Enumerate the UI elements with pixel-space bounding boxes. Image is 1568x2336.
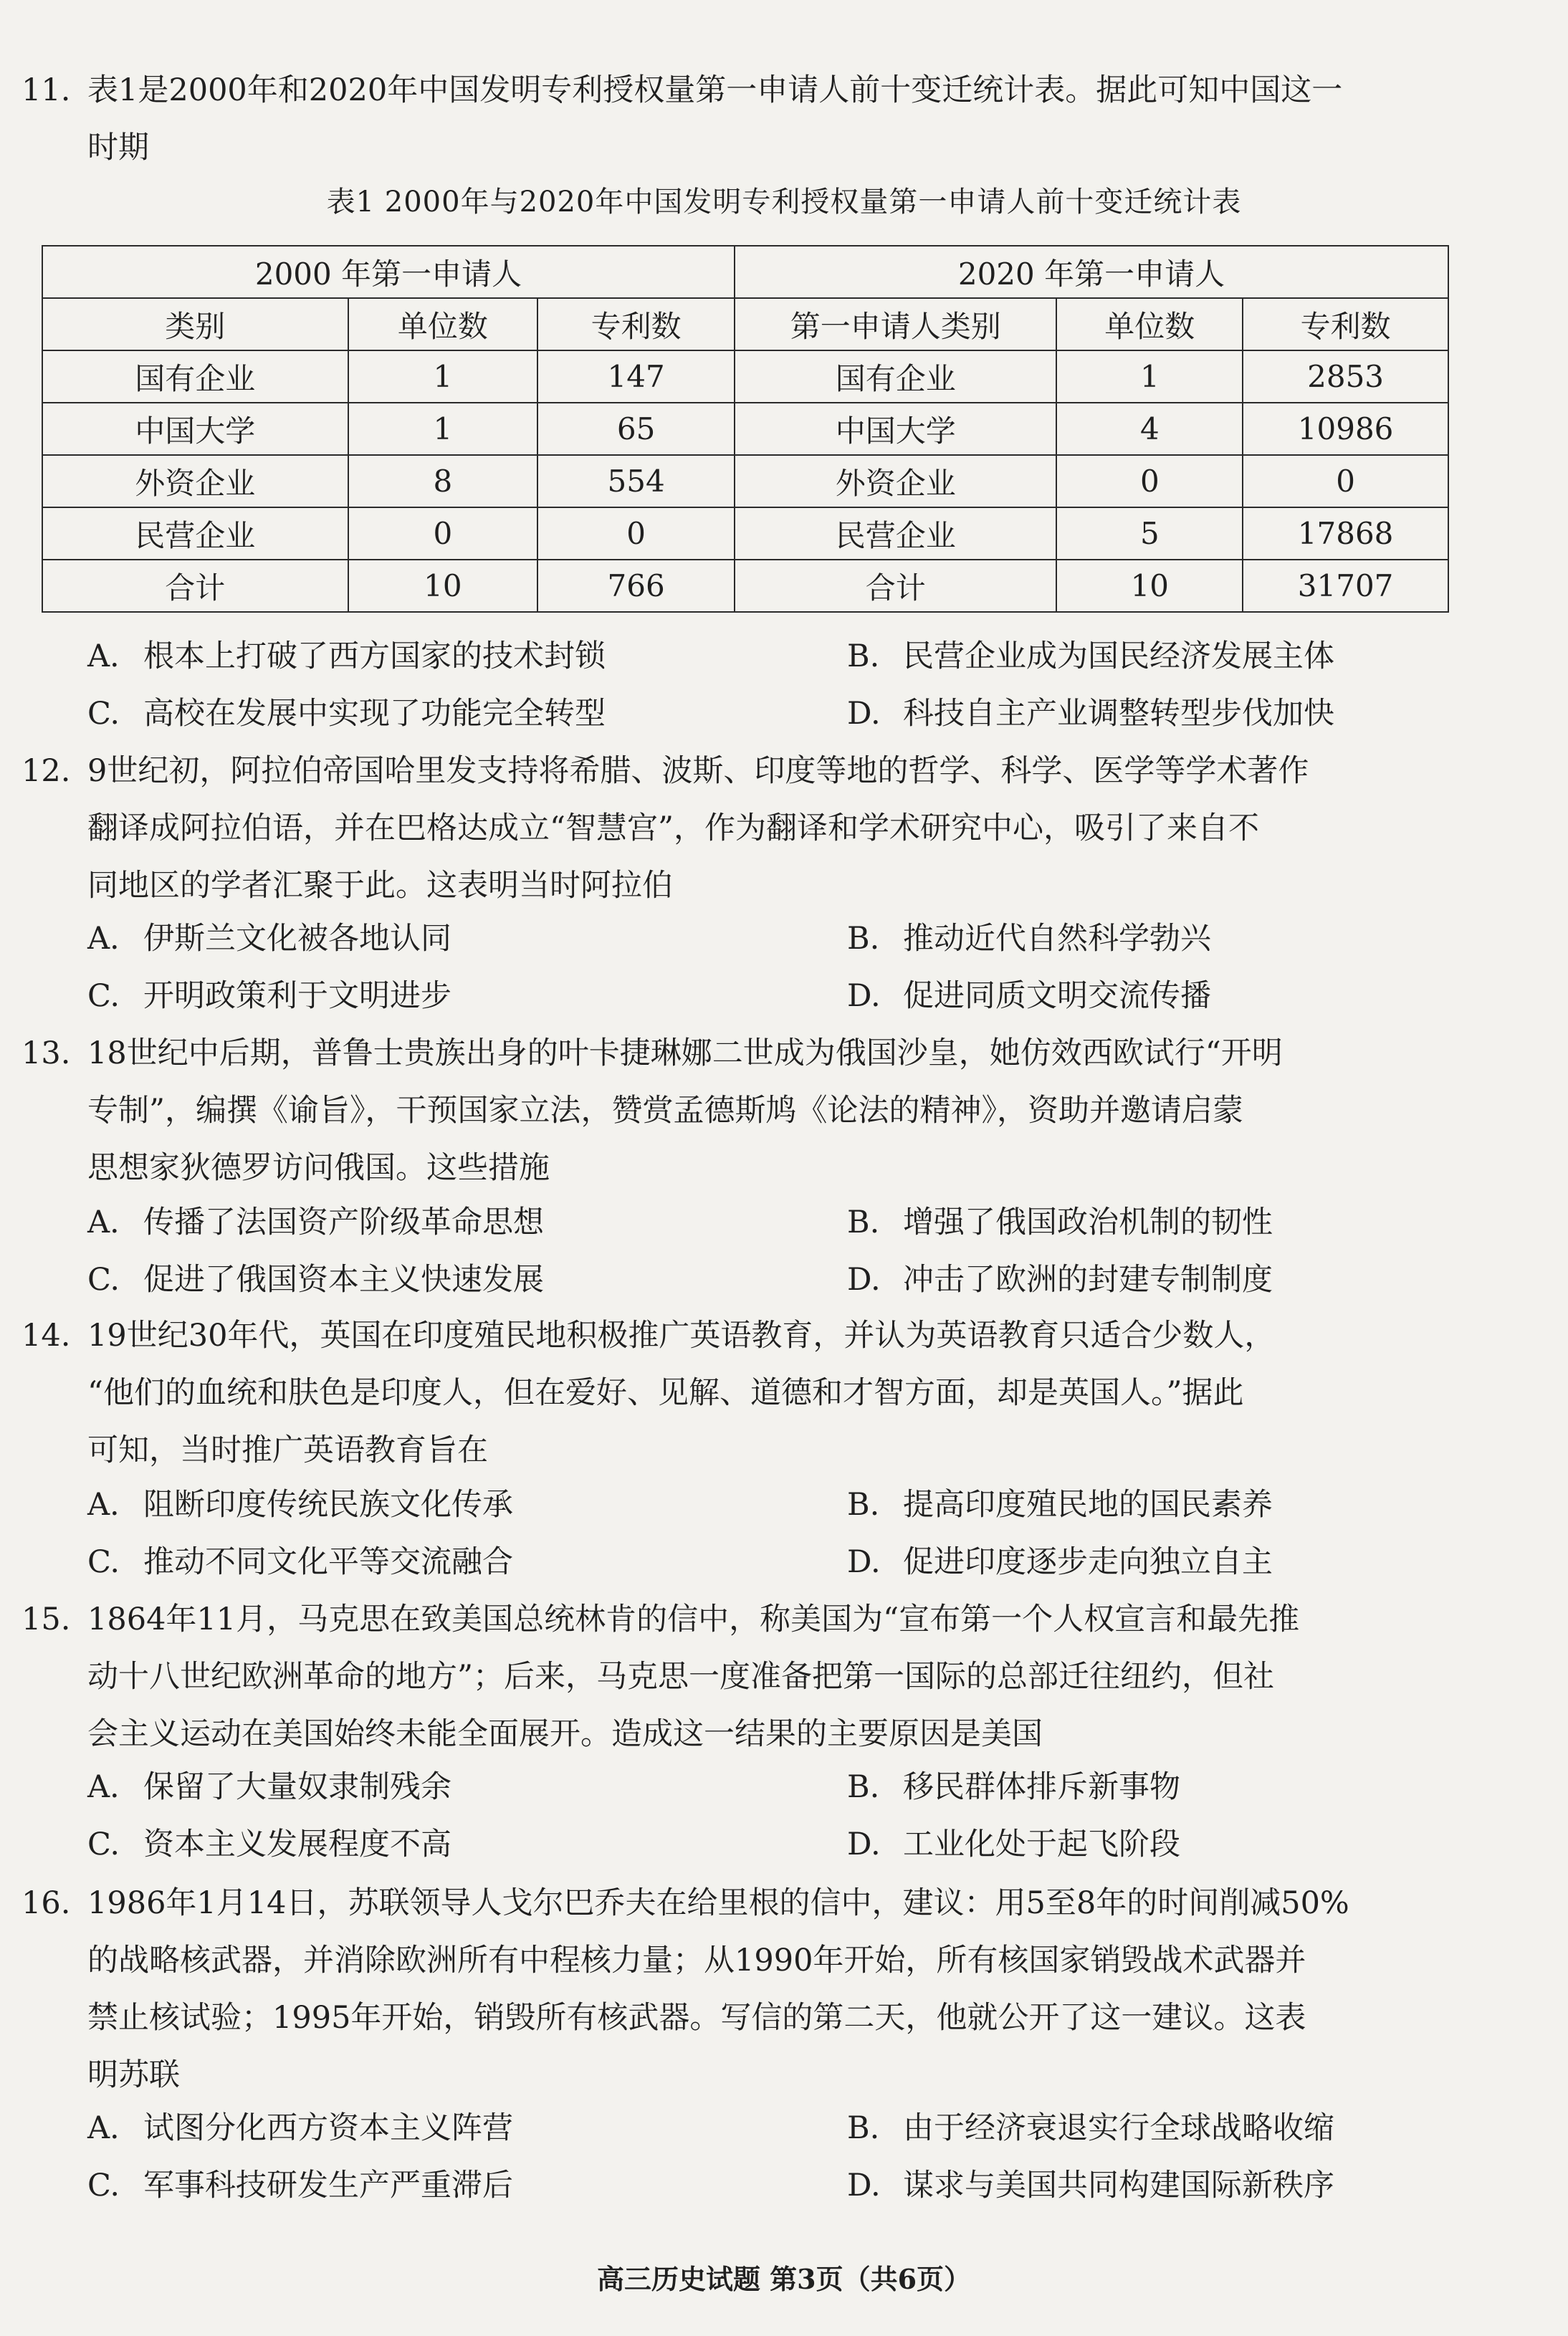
question-11-options <box>21 628 1469 742</box>
question-number: 11. <box>21 72 71 108</box>
question-14-options <box>21 1476 1469 1591</box>
table-cell: 10 <box>1056 560 1243 612</box>
question-12-stem <box>21 742 1469 914</box>
option-c[interactable]: C. 开明政策利于文明进步 <box>87 978 451 1014</box>
table-cell: 1 <box>1056 350 1243 403</box>
table-cell: 766 <box>537 560 735 612</box>
page-footer: 高三历史试题 第3页（共6页） <box>596 2263 972 2295</box>
table-cell: 17868 <box>1243 507 1448 560</box>
table-total-row <box>42 560 1448 612</box>
question-15-options <box>21 1758 1469 1873</box>
option-a[interactable]: A. 根本上打破了西方国家的技术封锁 <box>87 638 606 674</box>
table-cell: 合计 <box>42 560 348 612</box>
table-cell: 外资企业 <box>735 455 1056 507</box>
table-header-row <box>42 298 1448 350</box>
table-cell: 中国大学 <box>735 403 1056 455</box>
patent-table <box>42 245 1449 613</box>
table-cell: 外资企业 <box>42 455 348 507</box>
option-b[interactable]: B. 推动近代自然科学勃兴 <box>847 921 1211 957</box>
option-b[interactable]: B. 移民群体排斥新事物 <box>847 1769 1180 1805</box>
question-number: 13. <box>21 1035 71 1071</box>
stem-text: 1986年1月14日，苏联领导人戈尔巴乔夫在给里根的信中，建议：用5至8年的时间削减50% <box>87 1885 1349 1921</box>
table-cell: 10986 <box>1243 403 1448 455</box>
table-cell: 合计 <box>735 560 1056 612</box>
table-group-header-row <box>42 246 1448 298</box>
question-11-stem <box>21 62 1469 176</box>
table-cell: 554 <box>537 455 735 507</box>
option-b[interactable]: B. 民营企业成为国民经济发展主体 <box>847 638 1334 674</box>
table-cell: 国有企业 <box>735 350 1056 403</box>
option-c[interactable]: C. 高校在发展中实现了功能完全转型 <box>87 696 606 732</box>
table-cell: 8 <box>348 455 538 507</box>
question-15-stem <box>21 1591 1469 1763</box>
stem-text: 的战略核武器，并消除欧洲所有中程核力量；从1990年开始，所有核国家销毁战术武器并 <box>87 1943 1306 1978</box>
table-cell: 1 <box>348 403 538 455</box>
option-c[interactable]: C. 军事科技研发生产严重滞后 <box>87 2168 513 2203</box>
stem-text: 19世纪30年代，英国在印度殖民地积极推广英语教育，并认为英语教育只适合少数人， <box>87 1318 1276 1354</box>
table-row <box>42 403 1448 455</box>
option-d[interactable]: D. 工业化处于起飞阶段 <box>847 1827 1180 1862</box>
column-header: 单位数 <box>348 298 538 350</box>
question-12-options <box>21 910 1469 1025</box>
table-cell: 5 <box>1056 507 1243 560</box>
column-header: 专利数 <box>537 298 735 350</box>
question-13-options <box>21 1194 1469 1308</box>
question-16-options <box>21 2100 1469 2214</box>
table-cell: 31707 <box>1243 560 1448 612</box>
table-cell: 0 <box>1243 455 1448 507</box>
stem-text: 翻译成阿拉伯语，并在巴格达成立“智慧宫”，作为翻译和学术研究中心，吸引了来自不 <box>87 810 1259 846</box>
stem-text: 会主义运动在美国始终未能全面展开。造成这一结果的主要原因是美国 <box>87 1716 1043 1752</box>
question-13-stem <box>21 1025 1469 1197</box>
table-cell: 147 <box>537 350 735 403</box>
table-cell: 1 <box>348 350 538 403</box>
table-cell: 0 <box>537 507 735 560</box>
option-a[interactable]: A. 伊斯兰文化被各地认同 <box>87 921 451 957</box>
column-header: 单位数 <box>1056 298 1243 350</box>
option-c[interactable]: C. 促进了俄国资本主义快速发展 <box>87 1262 544 1298</box>
stem-text: 可知，当时推广英语教育旨在 <box>87 1432 488 1468</box>
option-a[interactable]: A. 传播了法国资产阶级革命思想 <box>87 1205 544 1240</box>
option-b[interactable]: B. 增强了俄国政治机制的韧性 <box>847 1205 1273 1240</box>
table-cell: 10 <box>348 560 538 612</box>
table-group-2000: 2000 年第一申请人 <box>42 246 735 298</box>
stem-text: 时期 <box>87 130 149 166</box>
column-header: 专利数 <box>1243 298 1448 350</box>
table-cell: 4 <box>1056 403 1243 455</box>
option-a[interactable]: A. 试图分化西方资本主义阵营 <box>87 2110 513 2146</box>
stem-text: 同地区的学者汇聚于此。这表明当时阿拉伯 <box>87 868 673 904</box>
question-14-stem <box>21 1307 1469 1479</box>
table-cell: 国有企业 <box>42 350 348 403</box>
table-cell: 0 <box>1056 455 1243 507</box>
stem-text: 思想家狄德罗访问俄国。这些措施 <box>87 1150 550 1186</box>
table-group-2020: 2020 年第一申请人 <box>735 246 1448 298</box>
stem-text: 18世纪中后期，普鲁士贵族出身的叶卡捷琳娜二世成为俄国沙皇，她仿效西欧试行“开明 <box>87 1035 1283 1071</box>
table-cell: 民营企业 <box>735 507 1056 560</box>
option-d[interactable]: D. 科技自主产业调整转型步伐加快 <box>847 696 1334 732</box>
option-c[interactable]: C. 资本主义发展程度不高 <box>87 1827 451 1862</box>
column-header: 第一申请人类别 <box>735 298 1056 350</box>
stem-text: 1864年11月，马克思在致美国总统林肯的信中，称美国为“宣布第一个人权宣言和最先推 <box>87 1602 1300 1637</box>
option-b[interactable]: B. 提高印度殖民地的国民素养 <box>847 1487 1273 1523</box>
option-d[interactable]: D. 谋求与美国共同构建国际新秩序 <box>847 2168 1334 2203</box>
option-a[interactable]: A. 阻断印度传统民族文化传承 <box>87 1487 513 1523</box>
stem-text: “他们的血统和肤色是印度人，但在爱好、见解、道德和才智方面，却是英国人。”据此 <box>87 1375 1244 1411</box>
question-number: 12. <box>21 753 71 789</box>
stem-text: 明苏联 <box>87 2057 180 2093</box>
table-caption: 表1 2000年与2020年中国发明专利授权量第一申请人前十变迁统计表 <box>326 186 1242 219</box>
stem-text: 专制”，编撰《谕旨》，干预国家立法，赞赏孟德斯鸠《论法的精神》，资助并邀请启蒙 <box>87 1093 1243 1129</box>
table-cell: 65 <box>537 403 735 455</box>
option-d[interactable]: D. 促进印度逐步走向独立自主 <box>847 1544 1273 1580</box>
stem-text: 表1是2000年和2020年中国发明专利授权量第一申请人前十变迁统计表。据此可知中国这一 <box>87 72 1343 108</box>
question-number: 16. <box>21 1885 71 1921</box>
table-cell: 中国大学 <box>42 403 348 455</box>
option-a[interactable]: A. 保留了大量奴隶制残余 <box>87 1769 451 1805</box>
option-d[interactable]: D. 冲击了欧洲的封建专制制度 <box>847 1262 1273 1298</box>
table-row <box>42 350 1448 403</box>
stem-text: 9世纪初，阿拉伯帝国哈里发支持将希腊、波斯、印度等地的哲学、科学、医学等学术著作 <box>87 753 1309 789</box>
question-16-stem <box>21 1875 1469 2104</box>
option-d[interactable]: D. 促进同质文明交流传播 <box>847 978 1211 1014</box>
table-cell: 2853 <box>1243 350 1448 403</box>
table-cell: 0 <box>348 507 538 560</box>
option-c[interactable]: C. 推动不同文化平等交流融合 <box>87 1544 513 1580</box>
table-row <box>42 455 1448 507</box>
question-number: 14. <box>21 1318 71 1354</box>
option-b[interactable]: B. 由于经济衰退实行全球战略收缩 <box>847 2110 1334 2146</box>
stem-text: 动十八世纪欧洲革命的地方”；后来，马克思一度准备把第一国际的总部迁往纽约，但社 <box>87 1659 1274 1695</box>
table-cell: 民营企业 <box>42 507 348 560</box>
stem-text: 禁止核试验；1995年开始，销毁所有核武器。写信的第二天，他就公开了这一建议。这表 <box>87 2000 1306 2036</box>
table-row <box>42 507 1448 560</box>
question-number: 15. <box>21 1602 71 1637</box>
column-header: 类别 <box>42 298 348 350</box>
